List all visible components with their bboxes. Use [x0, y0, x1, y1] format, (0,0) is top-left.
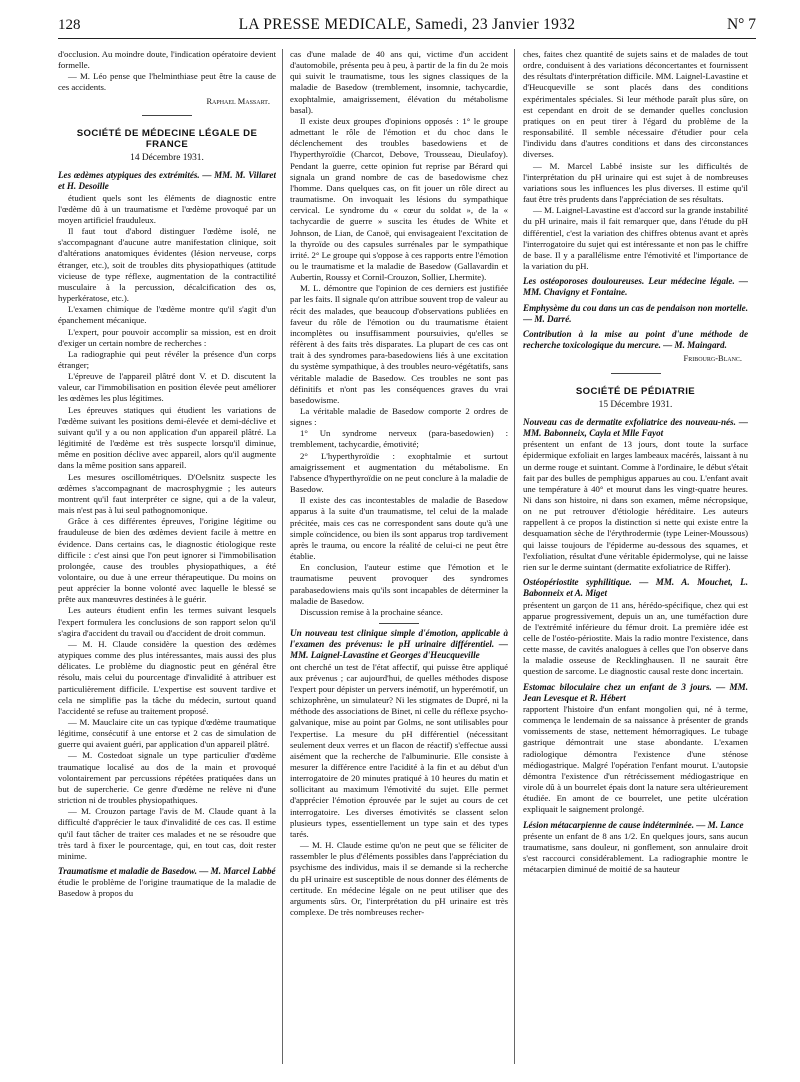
paragraph: — M. Costedoat signale un type particulier d'œdème traumatique localisé au dos de la main et provoqué volontairement par percussions répétées pratiquées dans un but de supercherie. Ce genre d'œdème ne relève ni d'une striction ni de troubles physiopathiques.: [58, 750, 276, 806]
column-middle: [290, 49, 508, 1071]
paragraph: La radiographie qui peut révéler la présence d'un corps étranger;: [58, 348, 276, 370]
paragraph: présentent un enfant de 13 jours, dont toute la surface épidermique exfoliait en larges lambeaux macérés, laissant à nu un derme rouge et suintant. Comme à l'ordinaire, le début s'était fait par des bulles de pemphigus apparues au cou. L'enfant avait une température à 40° et mourut dans les vingt-quatre heures. Ni dans son histoire, ni dans son examen, même nécropsique, on ne put retrouver d'étiologie héréditaire. Les auteurs rappellent à ce propos la distinction si nette qui existe entre la desquamation sèche de l'érythrodermie (type Leiner-Moussous) qui laisse toujours de l'épiderme au-dessous des squames, et l'exfoliation, résultat d'une véritable épidermolyse, qui ne laisse rien sur le derme suintant (dermatite exfoliatrice de Riffer).: [523, 439, 748, 572]
article-heading: Lésion métacarpienne de cause indéterminée. — M. Lance: [523, 819, 744, 830]
paragraph: — M. Marcel Labbé insiste sur les difficultés de l'interprétation du pH urinaire qui est sujet à de nombreuses variations sous les influences les plus diverses. Il estime qu'il faut être très prudents dans l'appréciation de ses résultats.: [523, 160, 748, 205]
society-title: SOCIÉTÉ DE PÉDIATRIE: [575, 385, 696, 397]
column-rule: [282, 49, 283, 1064]
article-heading: Emphysème du cou dans un cas de pendaison non mortelle. — M. Darré.: [523, 302, 748, 324]
divider: [142, 115, 192, 116]
paragraph: Grâce à ces différentes épreuves, l'origine légitime ou frauduleuse de bien des œdèmes devient facile à mettre en évidence. Dans certains cas, le diagnostic étiologique reste difficile : c'est ainsi que l'on peut ignorer si l'immobilisation prolongée, cause des troubles physiopathiques, a été volontaire, ou due à une erreur thérapeutique. Du moins on peut apprécier la bonne volonté avec laquelle le blessé se prête aux manœuvres destinées à le guérir.: [58, 516, 276, 605]
paragraph: — M. Léo pense que l'helminthiase peut être la cause de ces accidents.: [58, 71, 276, 93]
paragraph: L'épreuve de l'appareil plâtré dont V. et D. discutent la valeur, car l'immobilisation en position élevée peut améliorer les œdèmes les plus légitimes.: [58, 371, 276, 404]
paragraph: Les auteurs étudient enfin les termes suivant lesquels l'expert formulera les conclusions de son rapport selon qu'il s'agira d'accident du travail ou d'accident de droit commun.: [58, 605, 276, 638]
paragraph: étudie le problème de l'origine traumatique de la maladie de Basedow à propos du: [58, 877, 276, 899]
page-number: 128: [58, 17, 81, 33]
paragraph: présentent un garçon de 11 ans, hérédo-spécifique, chez qui est apparue progressivement, depuis un an, une tuméfaction dure de l'extrémité inférieure du fémur droit. La première idée est celle de l'ostéo-périostite. Mais la radio montre l'existence, dans cette masse, de cavités analogues à celles que l'on observe dans la maladie osseuse de Recklinghausen. Il ne saurait être question de sarcome. Le diagnostic causal reste donc incertain.: [523, 599, 748, 677]
paragraph: L'examen chimique de l'œdème montre qu'il s'agit d'un épanchement mécanique.: [58, 304, 276, 326]
journal-title: LA PRESSE MEDICALE, Samedi, 23 Janvier 1932: [238, 16, 576, 33]
article-heading: Nouveau cas de dermatite exfoliatrice des nouveau-nés. — MM. Babonneix, Cayla et Mlle Fayot: [523, 416, 748, 439]
article-heading: Estomac biloculaire chez un enfant de 3 jours. — MM. Jean Levesque et R. Hébert: [523, 681, 748, 703]
article-heading: Les ostéoporoses douloureuses. Leur médecine légale. — MM. Chavigny et Fontaine.: [523, 276, 748, 298]
paragraph: Les épreuves statiques qui étudient les variations de l'œdème suivant les positions demi-élevée et demi-déclive et suivant qu'il y a ou non application d'un appareil plâtré. La légitimité de l'œdème est très suspecte lorsqu'il diminue, même en position déclive avec appareil, alors qu'il augmente dans la même position sans appareil.: [58, 404, 276, 471]
paragraph: L'expert, pour pouvoir accomplir sa mission, est en droit d'exiger un certain nombre de recherches :: [58, 326, 276, 348]
article-heading: Un nouveau test clinique simple d'émotion, applicable à l'examen des prévenus: le pH urinaire différentiel. — MM. Laignel-Lavastine et Georges d'Heucqueville: [290, 627, 508, 661]
column-right: [523, 49, 748, 1071]
paragraph: Discussion remise à la prochaine séance.: [300, 606, 443, 617]
paragraph: cas d'une malade de 40 ans qui, victime d'un accident d'automobile, présenta peu à peu, à partir de la fin du 2e mois qui suivit le traumatisme, tous les signes classiques de la maladie de Basedow (tremblement, insomnie, tachycardie, exophtalmie, amaigrissement, élévation du métabolisme basal).: [290, 49, 508, 115]
session-date: 15 Décembre 1931.: [598, 399, 673, 410]
paragraph: 1° Un syndrome nerveux (para-basedowien) : tremblement, tachycardie, émotivité;: [290, 428, 508, 450]
paragraph: Il existe deux groupes d'opinions opposés : 1° le groupe admettant le rôle de l'émotion et du choc dans le déclenchement des troubles basedowiens et de l'hyperthyroïdie (Charcot, Debove, Trousseau, Dieulafoy). Pendant la guerre, cette opinion fut reprise par Bérard qui signala un grand nombre de cas de basedowisme chez l'homme. Dans quelques cas, on fit jouer un rôle direct au traumatisme. On invoquait les lésions du sympathique cervical. Le syndrome du « cœur du soldat », de la « tachycardie de guerre » suscita les études de White et Johnson, de Lian, de Canoë, qui envisageaient l'excitation de la thyroïde ou des capsules surrénales par le sympathique irrité. 2° Le groupe qui s'oppose à ces rapports entre l'émotion ou le traumatisme et la maladie de Basedow (Gallavardin et Aubertin, Roussy et Cornil-Crouzon, Sollier, Lhermite).: [290, 115, 508, 283]
divider: [379, 623, 419, 624]
article-heading: Ostéopériostite syphilitique. — MM. A. Mouchet, L. Babonneix et A. Miget: [523, 577, 748, 599]
paragraph: étudient quels sont les éléments de diagnostic entre l'œdème dû à un traumatisme et l'œdème provoqué par un moyen artificiel frauduleux.: [58, 192, 276, 225]
article-heading: Traumatisme et maladie de Basedow. — M. Marcel Labbé: [58, 866, 276, 877]
issue-number: N° 7: [726, 16, 756, 33]
paragraph: ches, faites chez quantité de sujets sains et de malades de tout ordre, conduisent à des variations déconcertantes et fournissent des résultats d'interprétation difficile. MM. Laignel-Lavastine et d'Heucqueville se sont placés dans des conditions expérimentales spéciales. Si leur méthode paraît plus sûre, on est cependant en droit de se demander quelles conclusion pratiques on en peut tirer à l'égard du problème de la responsabilité. Il semble nécessaire d'étudier pour cela l'individu dans d'autres conditions et dans des circonstances diverses.: [523, 49, 748, 160]
session-date: 14 Décembre 1931.: [130, 153, 204, 164]
article-heading: Les œdèmes atypiques des extrémités. — MM. M. Villaret et H. Desoille: [58, 170, 276, 192]
paragraph: présente un enfant de 8 ans 1/2. En quelques jours, sans aucun traumatisme, sans douleur, ni gonflement, son annulaire droit s'est raccourci considérablement. La radiographie montre le métacarpien diminué de moitié de sa hauteur: [523, 830, 748, 875]
paragraph: Il existe des cas incontestables de maladie de Basedow apparus à la suite d'un traumatisme, tel celui de la malade précitée, mais ces cas ne correspondent sans doute qu'à une simple coïncidence, ou bien ils sont apparus trop tardivement après le trauma, ou encore la réalité de celui-ci ne peut être établie.: [290, 495, 508, 562]
paragraph: La véritable maladie de Basedow comporte 2 ordres de signes :: [290, 406, 508, 428]
signature: Raphael Massart.: [206, 96, 270, 106]
divider: [611, 373, 661, 374]
paragraph: ont cherché un test de l'état affectif, qui puisse être appliqué aux prévenus ; car aujourd'hui, de quelles méthodes dispose l'expert pour dépister un pervers inémotif, un hyperémotif, un schizophrène, un simulateur? Ni les stigmates de Dupré, ni la méthode des associations de Binet, ni celle du réflexe psycho-galvanique, mise au point par Golms, ne sont utilisables pour l'expertise. La mesure du pH différentiel (nécessitant seulement deux verres et un flacon de réactif) s'effectue aussi aisément que la recherche de l'albuminurie. Elle consiste à mesurer la différence entre l'acidité à la fin et au début d'un interrogatoire de 20 minutes pratiqué à 10 heures du matin et sollicitant au maximum l'émotivité du sujet. Elle permet d'apprécier l'émotion éprouvée par le sujet au cours de cet interrogatoire. Les diverses émotivités se classent selon plusieurs types, essentiellement un type sain et des types tarés.: [290, 661, 508, 839]
signature: Fribourg-Blanc.: [683, 354, 742, 364]
paragraph: Il faut tout d'abord distinguer l'œdème isolé, ne s'accompagnant d'aucune autre manifestation clinique, soit d'altérations anatomiques évidentes (lésion nerveuse, corps étranger, etc.), soit de troubles dits physiopathiques (attitude vicieuse de type réflexe, augmentation de la contractilité musculaire à la percussion, décalcification des os, hyperkératose, etc.).: [58, 226, 276, 304]
paragraph: Les mesures oscillométriques. D'Oelsnitz suspecte les œdèmes s'accompagnant de macrosphygmie ; les auteurs montrent qu'il faut interpréter ce signe, qui a de la valeur, mais n'est pas à lui seul pathognomonique.: [58, 471, 276, 516]
column-left: [58, 49, 276, 1071]
paragraph: — M. Crouzon partage l'avis de M. Claude quant à la difficulté d'apprécier le taux d'invalidité de ces cas. Il estime qu'il faut tâcher de traiter ces malades et ne se résoudre que très tard à fixer le pourcentage, qui, en tout cas, doit rester minime.: [58, 806, 276, 861]
paragraph: En conclusion, l'auteur estime que l'émotion et le traumatisme peuvent provoquer des syndromes parabasedowiens mais qu'ils sont incapables de déterminer la maladie de Basedow.: [290, 562, 508, 606]
paragraph: rapportent l'histoire d'un enfant mongolien qui, né à terme, commença le lendemain de sa naissance à présenter de grands vomissements de stase, nettement hémorragiques. Le tubage gastrique démontrait une stase abondante. L'examen radiologique démontra l'existence d'une sténose médiogastrique. Malgré l'opération l'enfant mourut. L'autopsie démontra l'existence d'un rétrécissement médiogastrique en virole dû à un bourrelet épais dont la nature sera ultérieurement étudiée. En amont de ce bourrelet, une petite ulcération expliquait le saignement prolongé.: [523, 704, 748, 815]
society-title: SOCIÉTÉ DE MÉDECINE LÉGALE DE FRANCE: [76, 127, 258, 150]
column-rule: [514, 49, 515, 1064]
paragraph: — M. H. Claude considère la question des œdèmes atypiques comme des plus intéressantes, mais aussi des plus délicates. Le problème du diagnostic peut en général être résolu, mais celui du pourcentage d'invalidité à attribuer est particulièrement difficile. L'expertise est souvent tardive et cela ne simplifie pas la tâche du médecin, surtout quand l'accidenté se refuse au traitement proposé.: [58, 638, 276, 716]
paragraph: 2° L'hyperthyroïdie : exophtalmie et surtout amaigrissement et augmentation du métabolisme. En l'absence d'hyperthyroïdie on ne peut conclure à la maladie de Basedow.: [290, 450, 508, 495]
paragraph: — M. Mauclaire cite un cas typique d'œdème traumatique légitime, consécutif à une entorse et 2 cas de simulation de guerre qui avaient guéri, par application d'un appareil plâtré.: [58, 717, 276, 750]
paragraph: — M. H. Claude estime qu'on ne peut que se féliciter de rassembler le plus d'éléments possibles dans l'appréciation du psychisme des individus, mais il se demande si la recherche du pH urinaire est susceptible de nous donner des éléments de certitude. En médecine légale on ne peut utiliser que des arguments sûrs. Or, l'interprétation du pH urinaire est très complexe. De très nombreuses recher-: [290, 840, 508, 918]
paragraph: M. L. démontre que l'opinion de ces derniers est justifiée par les faits. Il signale qu'on attribue souvent trop de valeur au récit des malades, que beaucoup d'observations publiées en faveur du rôle de l'émotion ou du traumatisme étaient incomplètes ou insuffisamment poursuivies, qu'elles se réfèrent à des faits très disparates. La plupart de ces cas ont trait à des syndromes para-basedowiens liés à une excitation du système sympathique, à des troubles neuro-végétatifs, sans véritable maladie de Basedow. Ces troubles ne sont pas définitifs et n'ont pas les conséquences graves du vrai basedowisme.: [290, 283, 508, 405]
paragraph: — M. Laignel-Lavastine est d'accord sur la grande instabilité du pH urinaire, mais il fait remarquer que, dans l'étude du pH différentiel, c'est la variation des chiffres obtenus avant et après l'interrogatoire du sujet qui est intéressante et non pas le chiffre de base. Il y a parallélisme entre l'émotivité et l'importance de la variation du pH.: [523, 205, 748, 271]
article-heading: Contribution à la mise au point d'une méthode de recherche toxicologique du mercure. — M. Maingard.: [523, 328, 748, 351]
page-header: [58, 16, 756, 39]
paragraph: d'occlusion. Au moindre doute, l'indication opératoire devient formelle.: [58, 49, 276, 71]
